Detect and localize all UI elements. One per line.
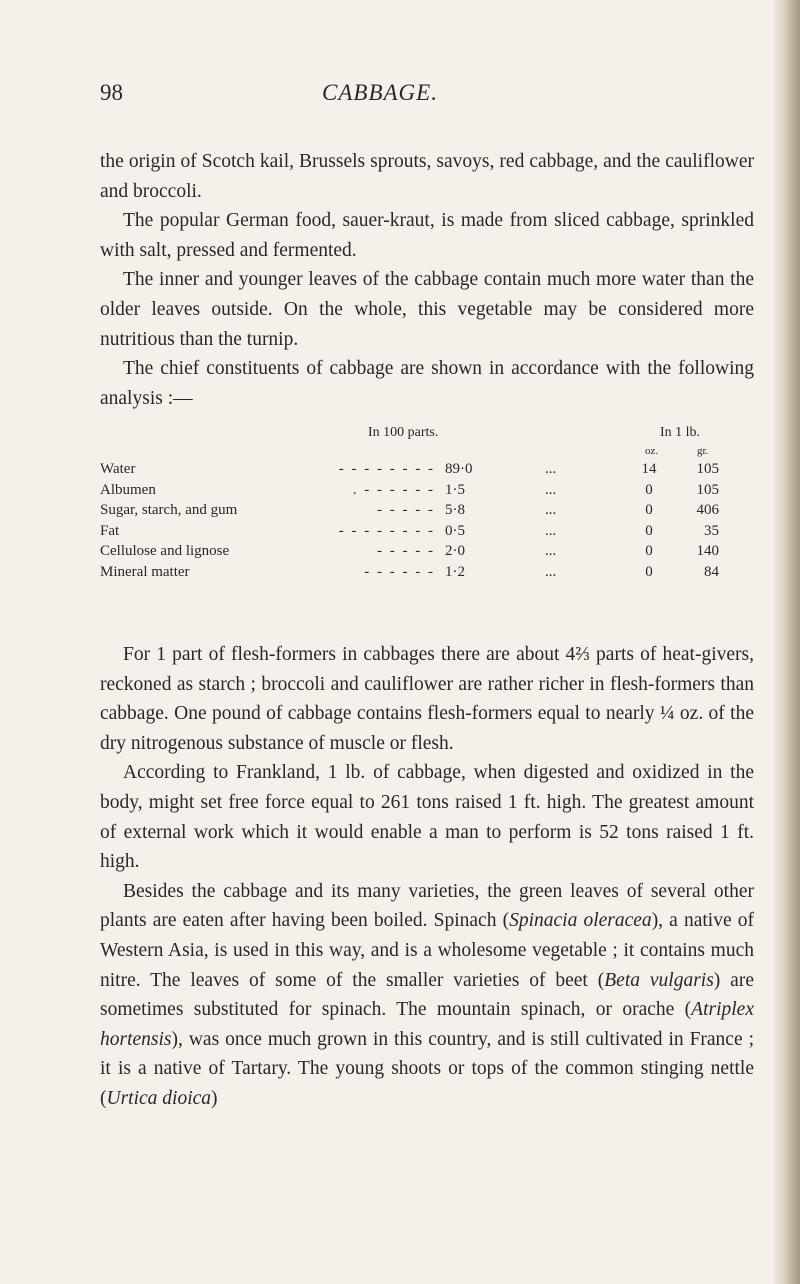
row-oz: 0 xyxy=(645,481,653,498)
row-label: Cellulose and lignose xyxy=(100,543,230,560)
row-oz: 14 xyxy=(641,461,657,477)
table-row xyxy=(100,482,720,503)
text-run: ), was once much grown in this country, and is still cultivated in France ; it is a native of Tartary. The young shoots or tops of the common stinging nettle ( xyxy=(100,1028,754,1109)
row-label: Mineral matter xyxy=(100,563,190,580)
paragraph: the origin of Scotch kail, Brussels sprouts, savoys, red cabbage, and the cauliflower and broccoli. xyxy=(100,151,754,202)
row-gr: 84 xyxy=(704,563,719,580)
row-oz: 0 xyxy=(645,563,653,580)
row-gr: 35 xyxy=(704,522,719,539)
unit-gr: gr. xyxy=(697,445,709,457)
row-leader: - - - - - - - - xyxy=(338,461,435,477)
row-ellipsis: ... xyxy=(545,461,557,477)
table-row xyxy=(100,461,720,482)
paragraph: The chief constituents of cabbage are shown in accordance with the following analysis :— xyxy=(100,358,754,409)
species-name: Atriplex hortensis xyxy=(100,999,754,1050)
analysis-table xyxy=(100,425,720,585)
row-parts: 2·0 xyxy=(445,543,465,560)
paragraph: The inner and younger leaves of the cabbage contain much more water than the older leaves outside. On the whole, this vegetable may be considered more nutritious than the turnip. xyxy=(100,269,754,350)
row-leader: . - - - - - - xyxy=(352,481,435,498)
text-run: ) are sometimes substituted for spinach. The mountain spinach, or orache ( xyxy=(100,969,754,1021)
text-run: ), a native of Western Asia, is used in this way, and is a wholesome vegetable ; it contains much nitre. The leaves of some of the smaller varieties of beet ( xyxy=(100,910,754,991)
paragraph xyxy=(100,877,754,1114)
species-name: Urtica dioica xyxy=(106,1087,212,1109)
table-row xyxy=(100,502,720,523)
row-ellipsis: ... xyxy=(545,563,557,580)
row-oz: 0 xyxy=(645,502,653,519)
text-run: Besides the cabbage and its many varieties, the green leaves of several other plants are eaten after having been boiled. Spinach ( xyxy=(100,880,754,932)
row-label: Fat xyxy=(100,522,120,539)
row-ellipsis: ... xyxy=(545,481,557,498)
species-name: Spinacia oleracea xyxy=(509,910,652,932)
page-number: 98 xyxy=(100,80,123,105)
row-label: Albumen xyxy=(100,481,156,498)
row-parts: 5·8 xyxy=(445,502,465,519)
row-leader: - - - - - xyxy=(377,543,435,560)
body-text-top xyxy=(100,147,754,413)
row-label: Water xyxy=(100,461,136,477)
row-leader: - - - - - - - - xyxy=(338,522,435,539)
row-parts: 1·2 xyxy=(445,563,465,580)
table-header xyxy=(100,425,720,461)
table-row xyxy=(100,523,720,544)
row-leader: - - - - - xyxy=(377,502,435,519)
row-parts: 1·5 xyxy=(445,481,465,498)
row-gr: 105 xyxy=(696,461,719,477)
unit-oz: oz. xyxy=(645,445,659,457)
paragraph: The popular German food, sauer-kraut, is made from sliced cabbage, sprinkled with salt, pressed and fermented. xyxy=(100,210,754,261)
paragraph: For 1 part of flesh-formers in cabbages there are about 4⅔ parts of heat-givers, reckoned as starch ; broccoli and cauliflower are rather richer in flesh-formers than cabbage. One pound of cabbage contains flesh-formers equal to nearly ¼ oz. of the dry nitrogenous substance of muscle or flesh. xyxy=(100,644,754,754)
page-header xyxy=(0,80,800,120)
row-gr: 140 xyxy=(696,543,719,560)
row-ellipsis: ... xyxy=(545,522,557,539)
text-run: ) xyxy=(211,1087,218,1109)
body-text-bottom xyxy=(100,640,754,1114)
species-name: Beta vulgaris xyxy=(604,969,714,991)
running-head: CABBAGE. xyxy=(322,80,438,105)
row-ellipsis: ... xyxy=(545,502,557,519)
row-gr: 406 xyxy=(696,502,719,519)
row-label: Sugar, starch, and gum xyxy=(100,502,238,519)
row-gr: 105 xyxy=(696,481,719,498)
row-parts: 89·0 xyxy=(445,461,473,477)
page-edge-shadow xyxy=(774,0,800,1284)
row-oz: 0 xyxy=(645,543,653,560)
table-row xyxy=(100,543,720,564)
header-in-100-parts: In 100 parts. xyxy=(368,425,439,440)
row-leader: - - - - - - xyxy=(364,563,435,580)
row-ellipsis: ... xyxy=(545,543,557,560)
header-in-1-lb: In 1 lb. xyxy=(660,425,701,440)
row-oz: 0 xyxy=(645,522,653,539)
paragraph: According to Frankland, 1 lb. of cabbage, when digested and oxidized in the body, might set free force equal to 261 tons raised 1 ft. high. The greatest amount of external work which it would enable a man to perform is 52 tons raised 1 ft. high. xyxy=(100,762,754,873)
row-parts: 0·5 xyxy=(445,522,465,539)
table-row xyxy=(100,564,720,585)
